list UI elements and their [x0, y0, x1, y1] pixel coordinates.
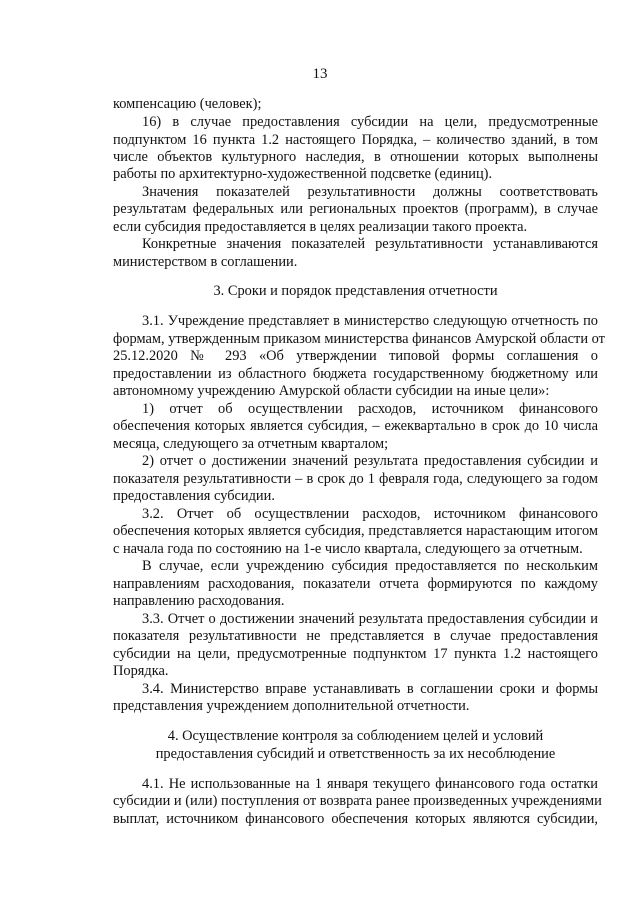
- text-line: субсидии и (или) поступления от возврата ранее произведенных учреждениями: [113, 793, 602, 809]
- text-line: 25.12.2020 № 293 «Об утверждении типовой формы соглашения о: [113, 348, 598, 364]
- page-number: 13: [312, 66, 328, 82]
- text-line: направлениям расходования, показатели отчета формируются по каждому: [113, 576, 598, 592]
- text-line: результатам федеральных или региональных проектов (программ), в случае: [113, 201, 598, 217]
- section-heading: 4. Осуществление контроля за соблюдением целей и условий: [167, 728, 544, 744]
- text-line: формам, утвержденным приказом министерства финансов Амурской области от: [113, 331, 605, 347]
- text-line: предоставления субсидии.: [113, 488, 275, 504]
- text-line: министерством в соглашении.: [113, 254, 298, 270]
- text-line: работы по архитектурно-художественной подсветке (единиц).: [113, 166, 493, 182]
- text-line: числе объектов культурного наследия, в отношении которых выполнены: [113, 149, 598, 165]
- section-heading: предоставления субсидий и ответственность за их несоблюдение: [155, 746, 556, 762]
- text-line: 1) отчет об осуществлении расходов, источником финансового: [142, 401, 598, 417]
- text-line: представления учреждением дополнительной отчетности.: [113, 698, 470, 714]
- text-line: обеспечения которых является субсидия, – ежеквартально в срок до 10 числа: [113, 418, 598, 434]
- text-line: Порядка.: [113, 663, 169, 679]
- text-line: 3.1. Учреждение представляет в министерство следующую отчетность по: [142, 313, 598, 329]
- text-line: с начала года по состоянию на 1-е число квартала, следующего за отчетным.: [113, 541, 583, 557]
- text-line: если субсидия предоставляется в целях реализации такого проекта.: [113, 219, 528, 235]
- text-line: 2) отчет о достижении значений результата предоставления субсидии и: [142, 453, 598, 469]
- text-line: месяца, следующего за отчетным кварталом;: [113, 436, 389, 452]
- text-line: направлению расходования.: [113, 593, 285, 609]
- text-line: подпунктом 16 пункта 1.2 настоящего Порядка, – количество зданий, в том: [113, 132, 598, 148]
- text-line: Конкретные значения показателей результативности устанавливаются: [142, 236, 598, 252]
- text-line: обеспечения которых является субсидия, представляется нарастающим итогом: [113, 523, 598, 539]
- section-heading: 3. Сроки и порядок представления отчетности: [213, 283, 498, 299]
- text-line: В случае, если учреждению субсидия предоставляется по нескольким: [142, 558, 598, 574]
- text-line: показателя результативности не представляется в случае предоставления: [113, 628, 598, 644]
- text-line: субсидии на цели, предусмотренные подпунктом 17 пункта 1.2 настоящего: [113, 646, 598, 662]
- text-line: 3.2. Отчет об осуществлении расходов, источником финансового: [142, 506, 598, 522]
- text-line: 4.1. Не использованные на 1 января текущего финансового года остатки: [142, 776, 598, 792]
- text-line: выплат, источником финансового обеспечения которых являются субсидии,: [113, 811, 598, 827]
- text-line: показателя результативности – в срок до 1 февраля года, следующего за годом: [113, 471, 598, 487]
- text-line: автономному учреждению Амурской области субсидии на иные цели»:: [113, 383, 550, 399]
- text-line: 3.3. Отчет о достижении значений результата предоставления субсидии и: [142, 611, 598, 627]
- text-line: Значения показателей результативности должны соответствовать: [142, 184, 598, 200]
- text-line: компенсацию (человек);: [113, 96, 262, 112]
- text-line: 16) в случае предоставления субсидии на цели, предусмотренные: [142, 114, 598, 130]
- text-line: предоставлении из областного бюджета государственному бюджетному или: [113, 366, 598, 382]
- text-line: 3.4. Министерство вправе устанавливать в соглашении сроки и формы: [142, 681, 598, 697]
